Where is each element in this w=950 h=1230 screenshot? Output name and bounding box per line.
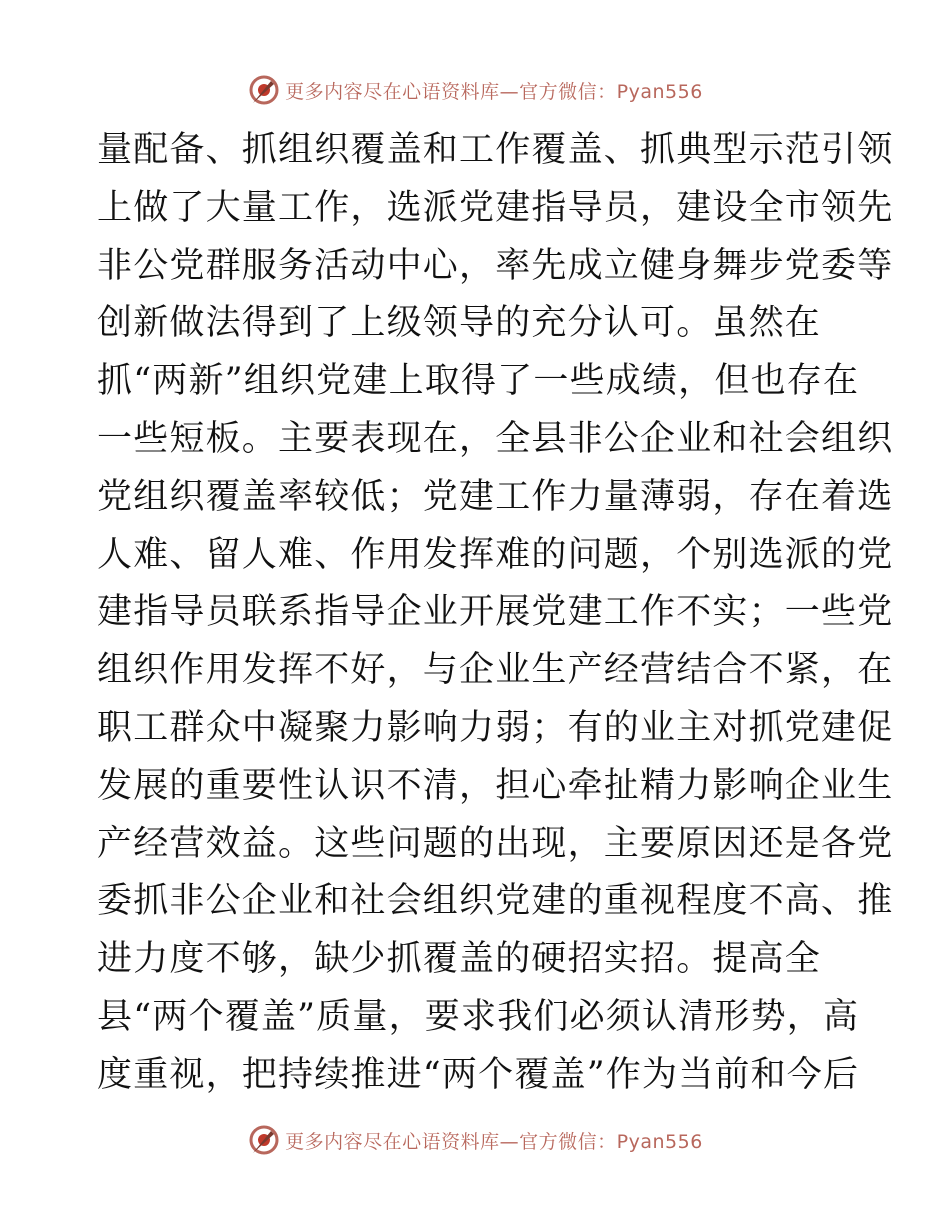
body-text-line: 上做了大量工作，选派党建指导员，建设全市领先 bbox=[97, 187, 894, 228]
body-text-line: 进力度不够，缺少抓覆盖的硬招实招。提高全 bbox=[97, 939, 822, 980]
body-text-line: 抓“两新”组织党建上取得了一些成绩，但也存在 bbox=[97, 361, 860, 402]
body-text-line: 非公党群服务活动中心，率先成立健身舞步党委等 bbox=[97, 245, 894, 286]
quill-circle-logo-icon bbox=[247, 1123, 281, 1157]
body-text-line: 建指导员联系指导企业开展党建工作不实；一些党 bbox=[97, 592, 894, 633]
body-text-line: 度重视，把持续推进“两个覆盖”作为当前和今后 bbox=[97, 1054, 860, 1095]
quill-circle-logo-icon bbox=[247, 73, 281, 107]
body-text-line: 党组织覆盖率较低；党建工作力量薄弱，存在着选 bbox=[97, 476, 894, 517]
document-body bbox=[97, 122, 894, 1105]
body-text-line: 县“两个覆盖”质量，要求我们必须认清形势，高 bbox=[97, 996, 860, 1037]
body-text-line: 人难、留人难、作用发挥难的问题，个别选派的党 bbox=[97, 534, 894, 575]
body-text-line: 组织作用发挥不好，与企业生产经营结合不紧，在 bbox=[97, 650, 894, 691]
watermark-text: 更多内容尽在心语资料库—官方微信：Pyan556 bbox=[285, 1130, 703, 1153]
body-text-line: 量配备、抓组织覆盖和工作覆盖、抓典型示范引领 bbox=[97, 130, 894, 170]
body-text-line: 职工群众中凝聚力影响力弱；有的业主对抓党建促 bbox=[97, 707, 894, 748]
footer-watermark bbox=[0, 1120, 950, 1160]
body-text-line: 一些短板。主要表现在，全县非公企业和社会组织 bbox=[97, 418, 894, 459]
body-text-line: 产经营效益。这些问题的出现，主要原因还是各党 bbox=[97, 823, 894, 864]
watermark-text: 更多内容尽在心语资料库—官方微信：Pyan556 bbox=[285, 80, 703, 103]
body-text-line: 创新做法得到了上级领导的充分认可。虽然在 bbox=[97, 303, 822, 344]
header-watermark bbox=[0, 70, 950, 110]
body-text-line: 委抓非公企业和社会组织党建的重视程度不高、推 bbox=[97, 881, 894, 922]
body-text-line: 发展的重要性认识不清，担心牵扯精力影响企业生 bbox=[97, 765, 894, 806]
